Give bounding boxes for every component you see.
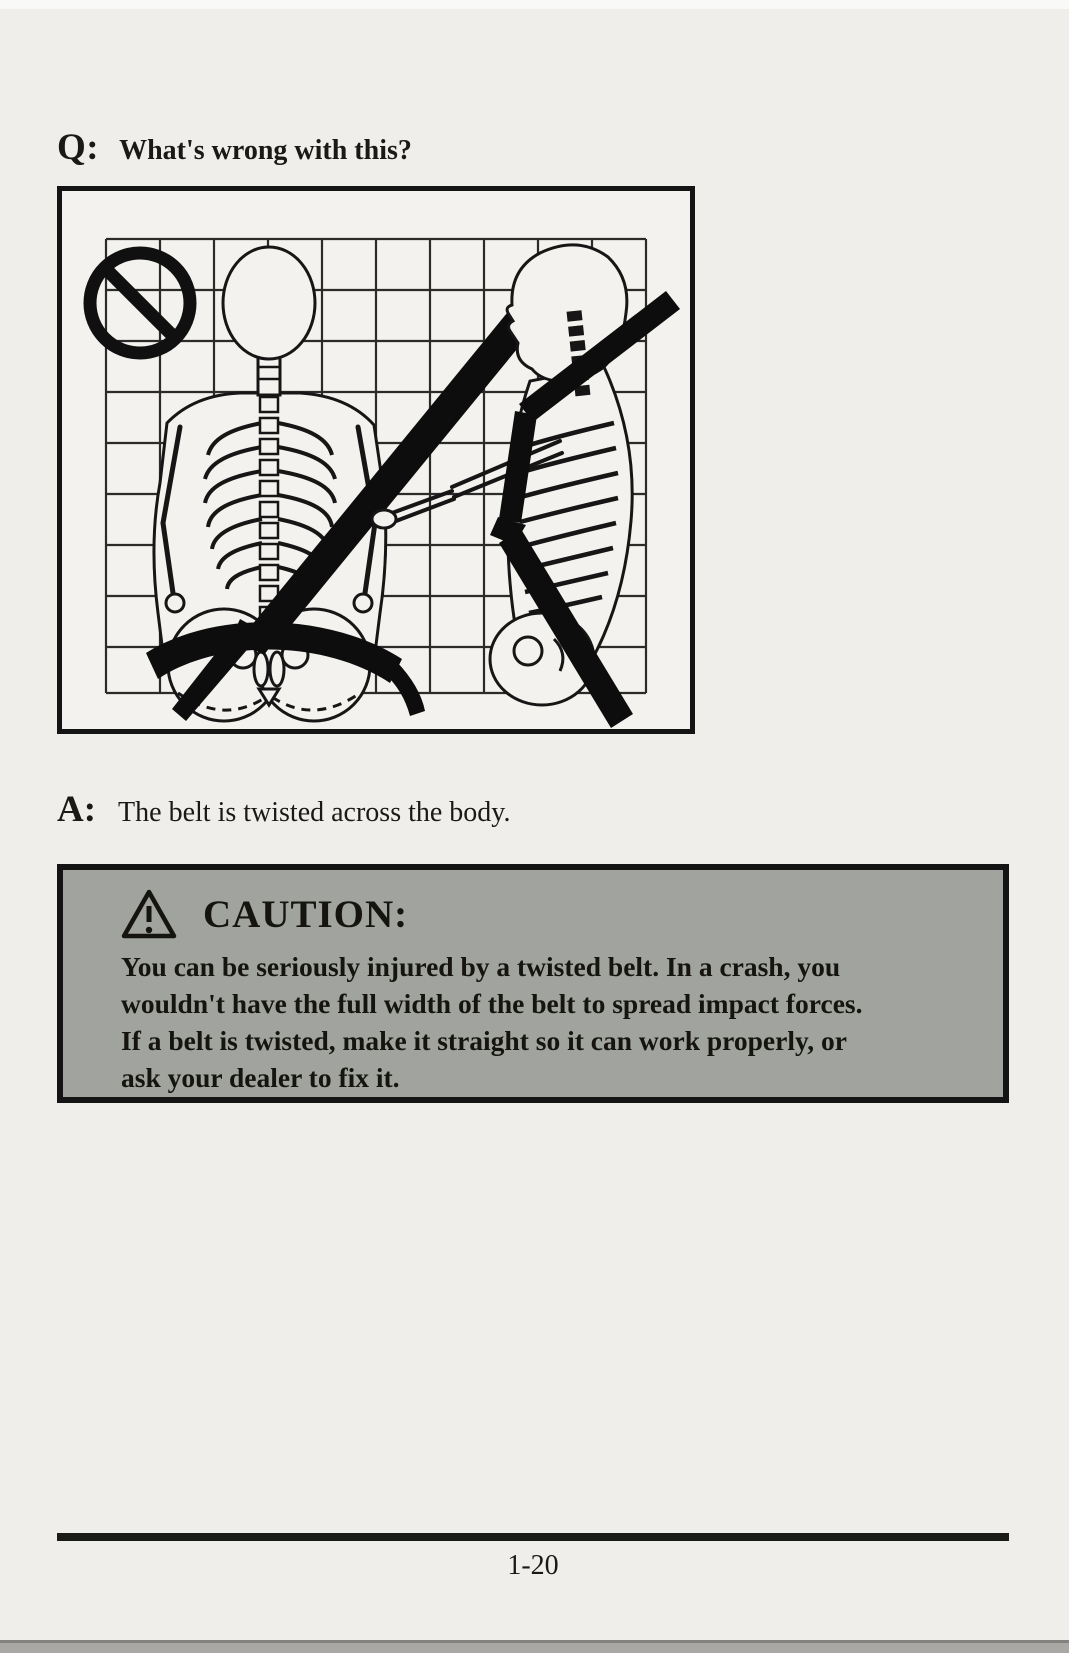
warning-triangle-icon: [121, 888, 177, 940]
caution-text: [121, 948, 973, 1096]
footer-rule: [57, 1533, 1009, 1541]
belt-illustration-svg: [62, 191, 690, 729]
caution-text-line: If a belt is twisted, make it straight so it can work properly, or: [121, 1025, 847, 1056]
scan-edge-bottom: [0, 1640, 1069, 1653]
caution-header: [121, 888, 1003, 940]
caution-text-line: wouldn't have the full width of the belt to spread impact forces.: [121, 988, 863, 1019]
question-prefix: Q:: [57, 127, 100, 168]
caution-text-line: ask your dealer to fix it.: [121, 1062, 400, 1093]
caution-text-line: You can be seriously injured by a twisted belt. In a crash, you: [121, 951, 841, 982]
caution-title: CAUTION:: [203, 892, 409, 936]
answer-line: [57, 788, 510, 831]
answer-prefix: A:: [57, 789, 97, 830]
question-text: What's wrong with this?: [119, 135, 412, 166]
caution-box: [57, 864, 1009, 1103]
page-number: 1-20: [507, 1550, 559, 1581]
scan-edge-top: [0, 0, 1069, 9]
question-line: [57, 126, 412, 169]
answer-text: The belt is twisted across the body.: [118, 797, 511, 828]
belt-illustration: [57, 186, 695, 734]
